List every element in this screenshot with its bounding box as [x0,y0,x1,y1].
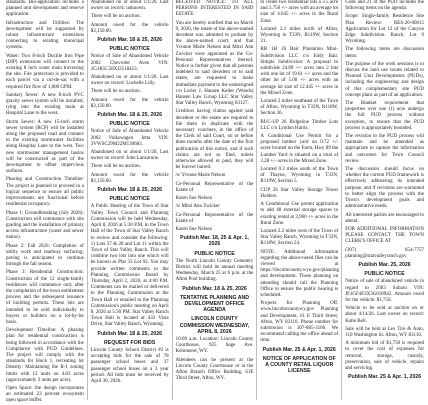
notice-text: You are hereby notified that on March 9, 2026, the estate of the above-named decedent was admitted to probate by the above-named court, and that Yvonne Marie Nelson and Mitzi Ann Zwicker were appointed as the Co-Personal Representatives thereof. Notice is further given that all persons indebted to said decedent or to said estate, are requested to make immediate payment to the undersigned c/o Lorier J. Hansen Keller (Woods) Hansen Law Group LLC Star Valley Star Valley Ranch, Wyoming 83127. [175,20,254,107]
publish-dates: Publish Mar. 25 & Apr. 1, 2026 [262,346,336,353]
notice-text: Located 2.1 miles north of Afton, Wyoming in T33N, R119W, Section 21. [260,26,339,45]
notice-text: Lincoln County School District #2 is accepting bids for the sale of 78 passenger school buses and 37 passenger school buses on a 3 year period. All bids must be received by April 30, 2026. [90,347,169,384]
notice-text: Open Space: the design incorporates an estimated 23 percent ecosystem open space buffer. [6,385,84,404]
notice-text: FOR ADDITIONAL INFORMATION PLEASE CONTACT THE TOWN CLERK'S OFFICE AT [345,226,424,245]
notice-text: Amount owed for the vehicle $3,150.00. [90,22,169,34]
notice-text: Phase 3: Residential Construction: Construction of the 12 single-family residences will commence only after the completion of the town entitlement process and the subsequent issuance of building permits. These lots are intended to be sold individually to buyers or builders on a lot-by-lot basis. [6,270,84,325]
notice-column-3 [173,0,258,400]
notice-text: /s/ Mitzi Ann Zwicker [175,204,220,210]
notice-text: Vehicle to be sold at auction on or about 4/14/26. Last owner on record: Katie Bell. [345,306,424,324]
notice-column-1 [3,0,88,404]
notice-text: Phase 1: Groundbreaking (July 2026): Construction will commence with site grading and the installation of primary access infrastructure (water and sewer mains). [6,210,84,241]
notice-text: All interested parties are encouraged to attend. [345,212,424,224]
notice-text: Co-Personal Representative of the Estate of [175,212,254,224]
notice-text: Amount owed for the vehicle $3,150.00. [90,172,169,184]
publish-dates: Publish Mar. 18 & 25, 2026 [97,112,162,119]
notice-text: Karen Sue Nelson [175,196,212,202]
notice-text: NOTE: Additional information regarding the above-noted files can be viewed at https://lincolncounty.wyo.gov/planning and development. Those planning on attending should call the Planning Office to ensure the public hearing is scheduled. [260,249,339,298]
notice-text: Code and 21 of the PUD includes the following items on the agenda: [345,0,424,12]
notice-heading: PUBLIC NOTICE [364,271,405,278]
publish-dates: Publish Mar. 18 & 25, 2026 [97,187,162,194]
notice-column-2 [88,0,173,400]
notice-text: The revision to the PUD process will maintain and be amended as appropriate to capture the information and outcomes for Town Council review. [345,134,424,164]
notice-text: Karen Sue Nelson [175,226,212,232]
notice-text: Storm Sewer: A new 15-inch storm sewer system (RCP) will be installed along the proposed road and connect to the existing stormwater facilities along Hospital Lane to the west. Two new stormwater management basins will be constructed as part of the development to offset impervious surfaces. [6,119,84,175]
notice-text: Located 2 miles southeast of the Town of Afton, Wyoming in T33N, R118W, Section 36. [260,99,339,117]
notice-heading: TENTATIVE PLANNING AND DEVELOPMENT OFFICE AGENDA [179,294,250,314]
notice-text: A Public Hearing of the Town of Star Valley Town Council and Planning Commission will be held Wednesday, April 8, 2026 at 5:30 P.M. in the Town Hall of the Town of Star Valley Ranch to review and consider the following: 1) Lots 27 & 28 and Lot 11 within the Town of Star Valley Ranch. This will combine two lots into one which will be known as Plat 33 Lot 92. You may provide written comments to the Planning Commission Board by Thursday, April 2, 2026, at 4:00 P.M. Comments can be mailed or delivered to the Planning Commission at the Town Hall or emailed to the Planning Commission's public meeting on April 8, 2026 at 5:30 PM. Star Valley Ranch Town Hall is located at 433 Vista Drive, Star Valley Ranch, Wyoming. [90,204,169,328]
notice-text: BUC-UP 26 Ridgeline Timber Lots LLC c/o Lyndon Harris. [260,119,339,131]
notice-heading: NOTICE OF APPLICATION OF A COUNTY RETAIL LIQUOR LICENSE [262,355,336,375]
notice-text: Water: Two 8-inch Ductile Iron Pipe (DIP) extensions will connect to the existing 8 inch water main traversing the site. Fire protection is provided to each parcel via a cul-de-sac with a required fire flow of 1,000 GPM. [6,53,84,90]
notice-text: Sale will be held at Lex Tire & Auto, 110 Washington St. Afton, WY 83110. [345,326,424,338]
notice-text: RB 1H 26 Bair Plantation Mini-Subdivision LLC c/o Eddy Bair. Simple Subdivision: A proposal to subdivide 24.89 +/- acres into 2 lots with one lot of 19.61 +/- acres and the other lot of 5.00 +/- acres with an average lot size of 12.445 +/- acres in the Mixed Zone. [260,47,339,96]
notice-text: The Blanket requirement that properties over one (1) acre undergo the full PUD process without exception, to ensure that the PUD process is appropriately bounded. [345,101,424,131]
notice-text: Notice of sale of abandoned vehicle in regard to 2003 Subaru VIN: JF1GF4F3X3G018942. Amount owed for the vehicle: $1,750. [345,279,424,303]
notice-text: The discussion should focus on whether the current PUD framework is effectively addressing its intended purpose, and if revisions are warranted to better align the process with the Town's development goals and administrative needs. [345,167,424,210]
notice-text: Abandoned on or about 1/1/26. Last owner on record: Lochelle Lilly. [90,75,169,87]
publish-dates: Publish Mar. 18 & 25, 2026 [97,37,162,44]
publish-dates: Publish Mar. 25, 2026 [358,261,411,268]
notice-text: Phasing and Construction Timeline: The project is planned to proceed in a logical sequence to ensure all public improvements are functional before residential occupancy: [6,177,84,208]
notice-text: standards. Bio-application includes a planned unit development and reserve application. [6,0,84,18]
notice-text: Attendees can be present at the Lincoln County Courthouse or at the Afton Branch Office Building, 61E Third Street, Afton, WY. [175,357,254,382]
notice-text: A minimum bid of $1,750 is required to cover the cost of expenses for removal, storage, custody, preservation, sale of vehicle, repairs and servicing. [345,341,424,371]
notice-text: Located 2.2 miles west of the Town of Star Valley Ranch, Wyoming in T33N, R118W, Section 24. [260,228,339,247]
notice-heading: REQUEST FOR BIDS [104,339,156,346]
notice-heading: PUBLIC NOTICE [109,196,150,203]
publish-dates: Publish Mar. 18 & 25, 2026 [182,285,247,292]
notice-heading: PUBLIC NOTICE [194,250,235,257]
notice-text: Notice of Sale of Abandoned Vehicle 2002 Chevrolet Aveo VIN: 1G1R5C58XJ2518453. [90,54,169,72]
notice-text: to create two residential lots a 3.5 acre and 3.750 +/- acres with an average lot size of 4.645 +/- acres in the Rural Zone. [260,0,339,24]
notice-text: The North Lincoln County Cemetery District will hold its annual meeting Wednesday, March 25 at 6 p.m. at the Afton Pool building. [175,258,254,283]
notice-text: Projects for Planning Off. www.lincolncountywy.gov Planning and Development, 61 E Third Street, Afton, WY 83110. Phone number for submission is 307-885-3106. We recommend calling the office ahead of time. [260,301,339,344]
notice-text: A Conditional Use permit application to add 48 external storage spaces to existing rental at 3,960 +/- acres in the Rural Zone. [260,202,339,226]
notice-text: There will be no auction. [90,164,141,170]
notice-text: The purpose of the work sessions is to discuss the land use issues related to Planned Unit Developments (PUDs), including the engineering and design of this complementary site PUD concept plans as part of an application. [345,61,424,98]
notice-text: RECEIVED NOTICE: TO ALL PERSONS INTERESTED IN SAID ESTATE: [175,0,254,18]
notice-text: There will be no auction. [90,89,141,95]
notice-text: CUP 26 Star Valley Storage Tower Holders. [260,187,339,199]
notice-text: Infrastructure and Utilities: The development will be supported by robust infrastructure extensions connecting to existing municipal systems. [6,20,84,51]
notice-text: Located 0.2 miles south of the Town of Thayne, Wyoming in T33N, R119W, Section 5. [260,167,339,185]
notice-text: Creditors having claims against said decedent or the estate are required to file them in duplicate with the necessary vouchers, in the office of the Clerk of said Court, on or before three months after the date of the first publication of this notice, and if such claims are not so filed, unless otherwise allowed or paid, they will be forever barred. [175,109,254,171]
notice-text: Abandoned on or about 1/1/26. Last owner on record: John Lanzarone. [90,150,169,162]
publish-dates: Publish Mar. 18 & 25, 2026 [97,330,162,337]
publish-dates: Publish Mar. 25 & Apr. 1, 2026 [348,374,422,381]
notice-text: The following items are discussion items: [345,47,424,59]
publish-dates: Publish Mar. 18, 25 & Apr. 1, 2026 [180,235,249,248]
notice-text: Amount owed for the vehicle $3,150.00. [90,97,169,109]
notice-heading: PUBLIC NOTICE [109,46,150,53]
notice-heading: LINCOLN COUNTY COMMISSION WEDNESDAY, APRIL 8, 2026 [179,316,250,335]
notice-text: A Conditional Use Permit for a proposed lumber yard on 0.72 +/- acres located on the Farm, Hwy 89 the Lumber Yard is situated on a total of 3.28 +/- acres in the Mixed Zone. [260,134,339,164]
notice-heading: PUBLIC NOTICE [109,121,150,128]
notice-text: There will be no auction. [90,14,141,20]
notice-column-5 [342,0,427,400]
notice-text: 10:00 a.m. Location: Lincoln County Courthouse, 925 Sage Ave. Kemmerer, WY. [175,336,254,355]
notice-text: Abandoned on or about 1/1/26. Last owner on record: unknown. [90,0,169,12]
notice-text: Notice of Sale of Abandoned Vehicle 2002 Volkswagen Jetta VIN: 3VWSC29M22M130683. [90,129,169,147]
notice-column-4 [257,0,342,400]
notice-text: (307) 654-7757 planning@starvalleyranch.gov [345,247,424,259]
notice-text: Sanitary Sewer: A new 8-inch PVC gravity sewer system will be installed, tying into the existing main at Hospital Lane to the west. [6,92,84,117]
notice-text: Scope: Single-family Residence Site Plan Review: RES-26-00015 Application for Lot 12 of the Canyon Edge Subdivision. Ranch, Lot 9 Wyoming. [345,14,424,45]
notice-text: Development Timeline: A phasing plan for residential construction is being followed in accordance with the Compliance with PUD Guidelines. The project will comply with the standards for block 1, recreating lot Density: Maintaining the R-1 zoning limits with 12 units on 4.83 acres (approximately 3 units per acre). [6,328,84,383]
notice-text: Co-Personal Representative of the Estate of [175,181,254,193]
notice-text: /s/ Yvonne Marie Nelson [175,173,226,179]
notice-text: Phase 2: Fall 2026: Completion of utility work and roadway surfacing; paving is anticipated to continue through the fall season. [6,243,84,268]
